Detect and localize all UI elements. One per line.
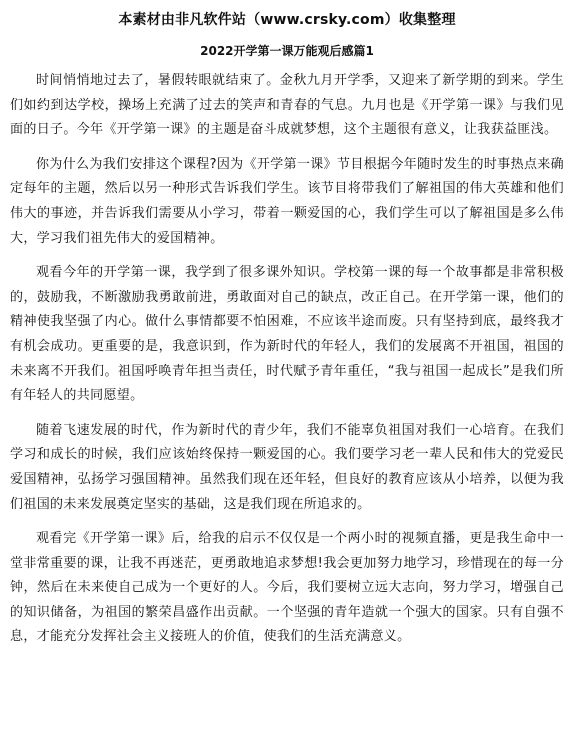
paragraph-3: 观看今年的开学第一课，我学到了很多课外知识。学校第一课的每一个故事都是非常积极的，鼓励我，不断激励我勇敢前进，勇敢面对自己的缺点，改正自己。在开学第一课，他们的精神使我坚强了内心。做什么事情都要不怕困难，不应该半途而废。只有坚持到底，最终我才有机会成功。更重要的是，我意识到，作为新时代的年轻人，我们的发展离不开祖国，祖国的未来离不开我们。祖国呼唤青年担当责任，时代赋予青年重任，“我与祖国一起成长”是我们所有年轻人的共同愿望。 [10,265,564,404]
paragraph-1: 时间悄悄地过去了，暑假转眼就结束了。金秋九月开学季，又迎来了新学期的到来。学生们如约到达学校，操场上充满了过去的笑声和青春的气息。九月也是《开学第一课》与我们见面的日子。今年《开学第一课》的主题是奋斗成就梦想，这个主题很有意义，让我获益匪浅。 [10,73,564,138]
paragraph-5: 观看完《开学第一课》后，给我的启示不仅仅是一个两小时的视频直播，更是我生命中一堂非常重要的课，让我不再迷茫，更勇敢地追求梦想!我会更加努力地学习，珍惜现在的每一分钟，然后在未来使自己成为一个更好的人。今后，我们要树立远大志向，努力学习，增强自己的知识储备，为祖国的繁荣昌盛作出贡献。一个坚强的青年造就一个强大的国家。只有自强不息，才能充分发挥社会主义接班人的价值，使我们的生活充满意义。 [10,531,564,645]
document-title: 2022开学第一课万能观后感篇1 [200,44,374,58]
paragraph-4: 随着飞速发展的时代，作为新时代的青少年，我们不能辜负祖国对我们一心培育。在我们学习和成长的时候，我们应该始终保持一颗爱国的心。我们要学习老一辈人民和伟大的党爱民爱国精神，弘扬学习强国精神。虽然我们现在还年轻，但良好的教育应该从小培养，以便为我们祖国的未来发展奠定坚实的基础，这是我们现在所追求的。 [10,422,564,512]
source-header: 本素材由非凡软件站（www.crsky.com）收集整理 [118,12,456,28]
paragraph-2: 你为什么为我们安排这个课程?因为《开学第一课》节目根据今年随时发生的时事热点来确定每年的主题，然后以另一种形式告诉我们学生。该节目将带我们了解祖国的伟大英雄和他们伟大的事迹，并告诉我们需要从小学习，带着一颗爱国的心，我们学生可以了解祖国是多么伟大，学习我们祖先伟大的爱国精神。 [10,156,564,246]
